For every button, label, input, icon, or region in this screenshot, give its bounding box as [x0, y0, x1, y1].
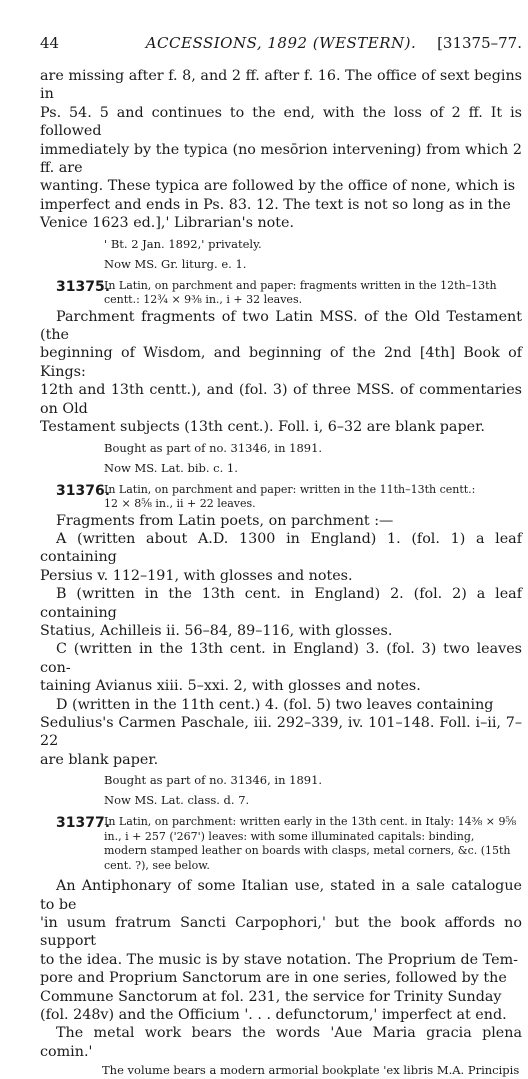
entry-number: 31376. — [56, 482, 111, 499]
text-line: Commune Sanctorum at fol. 231, the service for Trinity Sunday — [40, 988, 502, 1005]
shelfmark-note: Now MS. Lat. class. d. 7. — [104, 793, 250, 808]
text-line: Sedulius's Carmen Paschale, iii. 292–339, iv. 101–148. Foll. i–ii, 7–22 — [40, 714, 522, 750]
entry-description — [104, 483, 522, 512]
text-line: Venice 1623 ed.],' Librarian's note. — [40, 215, 295, 232]
running-title: ACCESSIONS, 1892 (WESTERN). — [145, 34, 417, 52]
description-line: In Latin, on parchment and paper: fragments written in the 12th–13th — [104, 278, 497, 292]
text-line: 'in usum fratrum Sancti Carpophori,' but the book affords no support — [40, 915, 522, 950]
entry-range: [31375–77. — [437, 34, 522, 52]
provenance-note: ' Bt. 2 Jan. 1892,' privately. — [104, 236, 262, 251]
text-line: B (written in the 13th cent. in England) 2. (fol. 2) a leaf containing — [40, 586, 522, 621]
text-line: Fragments from Latin poets, on parchment :— — [56, 512, 394, 529]
entry-31375-body — [40, 308, 522, 437]
page-body — [40, 67, 522, 1079]
text-line: are blank paper. — [40, 751, 159, 768]
description-line: In Latin, on parchment and paper: written in the 11th–13th centt.: — [104, 482, 476, 496]
entry-31375-heading — [40, 279, 522, 308]
text-line: wanting. These typica are followed by the office of none, which is — [40, 178, 516, 195]
provenance-note: Bought as part of no. 31346, in 1891. — [104, 440, 323, 455]
description-line: in., i + 257 ('267') leaves: with some illuminated capitals: binding, — [104, 829, 475, 843]
entry-description — [104, 279, 522, 308]
text-line: immediately by the typica (no mesōrion intervening) from which 2 ff. are — [40, 141, 522, 177]
description-line: centt.: 12¾ × 9⅜ in., i + 32 leaves. — [104, 293, 303, 307]
entry-number: 31375. — [56, 278, 111, 295]
entry-31377-heading — [40, 815, 522, 873]
text-line: (fol. 248v) and the Officium '. . . defunctorum,' imperfect at end. — [40, 1007, 507, 1024]
entry-31377-body — [40, 877, 522, 1061]
text-line: are missing after f. 8, and 2 ff. after f. 16. The office of sext begins in — [40, 68, 522, 103]
text-line: to the idea. The music is by stave notation. The Proprium de Tem- — [40, 951, 518, 968]
entry-description — [104, 815, 522, 873]
page — [40, 34, 522, 1079]
entry-number: 31377. — [56, 815, 111, 832]
shelfmark-note: Now MS. Lat. bib. c. 1. — [104, 460, 238, 475]
text-line: D (written in the 11th cent.) 4. (fol. 5) two leaves containing — [56, 696, 494, 713]
entry-31376-heading — [40, 483, 522, 512]
entry-31376-body — [40, 512, 522, 770]
text-line: Ps. 54. 5 and continues to the end, with the loss of 2 ff. It is followed — [40, 104, 522, 140]
description-line: 12 × 8⅝ in., ii + 22 leaves. — [104, 497, 256, 510]
text-line: imperfect and ends in Ps. 83. 12. The text is not so long as in the — [40, 196, 511, 213]
text-line: taining Avianus xiii. 5–xxi. 2, with glosses and notes. — [40, 678, 421, 695]
text-line: 12th and 13th centt.), and (fol. 3) of three MSS. of commentaries on Old — [40, 382, 522, 417]
description-line: modern stamped leather on boards with clasps, metal corners, &c. (15th — [104, 844, 511, 858]
text-line: Testament subjects (13th cent.). Foll. i, 6–32 are blank paper. — [40, 419, 485, 436]
page-number: 44 — [40, 34, 60, 52]
intro-paragraph — [40, 67, 522, 233]
text-line: A (written about A.D. 1300 in England) 1. (fol. 1) a leaf containing — [40, 530, 522, 566]
text-line: Persius v. 112–191, with glosses and notes. — [40, 567, 353, 584]
text-line: Parchment fragments of two Latin MSS. of the Old Testament (the — [40, 308, 522, 344]
text-line: pore and Proprium Sanctorum are in one series, followed by the — [40, 970, 507, 987]
text-line: The metal work bears the words 'Aue Maria gracia plena comin.' — [40, 1025, 522, 1060]
description-line: In Latin, on parchment: written early in the 13th cent. in Italy: 14⅜ × 9⅝ — [104, 815, 517, 829]
shelfmark-note: Now MS. Gr. liturg. e. 1. — [104, 256, 247, 271]
text-line: An Antiphonary of some Italian use, stated in a sale catalogue to be — [40, 878, 522, 913]
text-line: C (written in the 13th cent. in England) 3. (fol. 3) two leaves con- — [40, 641, 522, 676]
bookplate-note: The volume bears a modern armorial bookplate 'ex libris M.A. Principis — [102, 1063, 520, 1078]
provenance-note: Bought as part of no. 31346, in 1891. — [104, 773, 323, 788]
description-line: cent. ?), see below. — [104, 858, 210, 872]
text-line: beginning of Wisdom, and beginning of the 2nd [4th] Book of Kings: — [40, 345, 522, 380]
running-header — [40, 34, 522, 56]
text-line: Statius, Achilleis ii. 56–84, 89–116, with glosses. — [40, 622, 393, 639]
